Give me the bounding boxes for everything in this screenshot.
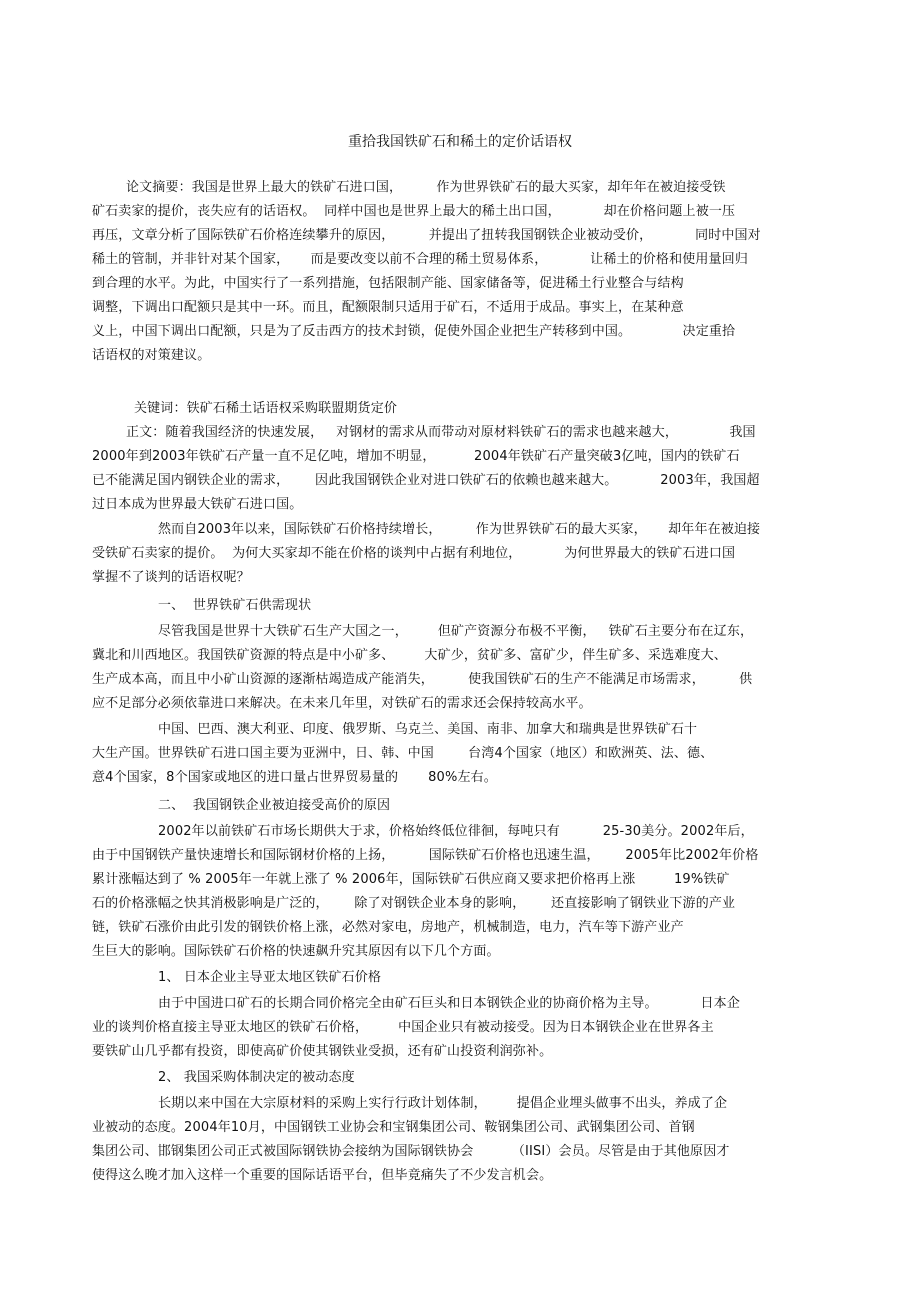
text-line: 然而自2003年以来，国际铁矿石价格持续增长， 作为世界铁矿石的最大买家， 却年年在被迫接 <box>158 522 761 537</box>
text-line: 大生产国。世界铁矿石进口国主要为亚洲中，日、韩、中国 台湾4个国家（地区）和欧洲英、法、德、 <box>92 746 714 761</box>
text-line: 业被动的态度。2004年10月，中国钢铁工业协会和宝钢集团公司、鞍钢集团公司、武钢集团公司、首钢 <box>92 1120 695 1135</box>
text-line: 受铁矿石卖家的提价。 为何大买家却不能在价格的谈判中占据有利地位， 为何世界最大的铁矿石进口国 <box>92 546 736 561</box>
text-line: 调整，下调出口配额只是其中一环。而且，配额限制只适用于矿石，不适用于成品。事实上，在某种意 <box>92 300 684 315</box>
text-line: 中国、巴西、澳大利亚、印度、俄罗斯、乌克兰、美国、南非、加拿大和瑞典是世界铁矿石十 <box>158 722 698 737</box>
text-line: 正文：随着我国经济的快速发展， 对钢材的需求从而带动对原材料铁矿石的需求也越来越大， 我国 <box>126 425 756 440</box>
text-line: 关键词：铁矿石稀土话语权采购联盟期货定价 <box>134 401 398 416</box>
text-line: 应不足部分必须依靠进口来解决。在未来几年里，对铁矿石的需求还会保持较高水平。 <box>92 696 592 711</box>
text-line: 石的价格涨幅之快其消极影响是广泛的， 除了对钢铁企业本身的影响， 还直接影响了钢铁业下游的产业 <box>92 896 736 911</box>
text-line: 二、 我国钢铁企业被迫接受高价的原因 <box>158 798 391 813</box>
text-line: 冀北和川西地区。我国铁矿资源的特点是中小矿多、 大矿少，贫矿多、富矿少，伴生矿多、采选难度大、 <box>92 648 727 663</box>
text-line: 生产成本高，而且中小矿山资源的逐渐枯竭造成产能消失， 使我国铁矿石的生产不能满足市场需求， 供 <box>92 672 753 687</box>
document-title: 重拾我国铁矿石和稀土的定价话语权 <box>348 134 572 150</box>
text-line: 业的谈判价格直接主导亚太地区的铁矿石价格， 中国企业只有被动接受。因为日本钢铁企业在世界各主 <box>92 1020 714 1035</box>
text-line: 使得这么晚才加入这样一个重要的国际话语平台，但毕竟痛失了不少发言机会。 <box>92 1168 553 1183</box>
text-line: 掌握不了谈判的话语权呢？ <box>92 570 250 585</box>
text-line: 再压，文章分析了国际铁矿石价格连续攀升的原因， 并提出了扭转我国钢铁企业被动受价， 同时中国对 <box>92 228 761 243</box>
text-line: 2002年以前铁矿石市场长期供大于求，价格始终低位徘徊，每吨只有 25-30美分。2002年后， <box>158 824 754 839</box>
text-line: 由于中国钢铁产量快速增长和国际钢材价格的上扬， 国际铁矿石价格也迅速生温， 2005年比2002年价格 <box>92 848 759 863</box>
text-line: 意4个国家，8个国家或地区的进口量占世界贸易量的 80%左右。 <box>92 770 497 785</box>
text-line: 话语权的对策建议。 <box>92 348 211 363</box>
text-line: 论文摘要：我国是世界上最大的铁矿石进口国， 作为世界铁矿石的最大买家，却年年在被迫接受铁 <box>126 180 726 195</box>
text-line: 长期以来中国在大宗原材料的采购上实行行政计划体制， 提倡企业埋头做事不出头，养成了企 <box>158 1096 728 1111</box>
text-line: 链，铁矿石涨价由此引发的钢铁价格上涨，必然对家电，房地产，机械制造，电力，汽车等下游产业产 <box>92 920 684 935</box>
text-line: 一、 世界铁矿石供需现状 <box>158 598 312 613</box>
text-line: 稀土的管制，并非针对某个国家， 而是要改变以前不合理的稀土贸易体系， 让稀土的价格和使用量回归 <box>92 252 748 267</box>
text-line: 义上，中国下调出口配额，只是为了反击西方的技术封锁，促使外国企业把生产转移到中国。 决定重拾 <box>92 324 736 339</box>
text-line: 要铁矿山几乎都有投资，即使高矿价使其钢铁业受损，还有矿山投资利润弥补。 <box>92 1044 553 1059</box>
text-line: 生巨大的影响。国际铁矿石价格的快速飙升究其原因有以下几个方面。 <box>92 944 500 959</box>
text-line: 到合理的水平。为此，中国实行了一系列措施，包括限制产能、国家储备等，促进稀土行业整合与结构 <box>92 276 684 291</box>
text-line: 尽管我国是世界十大铁矿石生产大国之一， 但矿产资源分布极不平衡， 铁矿石主要分布在辽东， <box>158 624 754 639</box>
text-line: 矿石卖家的提价，丧失应有的话语权。 同样中国也是世界上最大的稀土出口国， 却在价格问题上被一压 <box>92 204 736 219</box>
text-line: 累计涨幅达到了 % 2005年一年就上涨了 % 2006年，国际铁矿石供应商又要求把价格再上涨 19%铁矿 <box>92 872 730 887</box>
text-line: 已不能满足国内钢铁企业的需求， 因此我国钢铁企业对进口铁矿石的依赖也越来越大。 2003年，我国超 <box>92 473 760 488</box>
text-line: 2000年到2003年铁矿石产量一直不足亿吨，增加不明显， 2004年铁矿石产量突破3亿吨，国内的铁矿石 <box>92 449 740 464</box>
text-line: 由于中国进口矿石的长期合同价格完全由矿石巨头和日本钢铁企业的协商价格为主导。 日本企 <box>158 996 740 1011</box>
text-line: 过日本成为世界最大铁矿石进口国。 <box>92 497 303 512</box>
text-line: 2、 我国采购体制决定的被动态度 <box>158 1070 355 1085</box>
text-line: 1、 日本企业主导亚太地区铁矿石价格 <box>158 970 382 985</box>
text-line: 集团公司、邯钢集团公司正式被国际钢铁协会接纳为国际钢铁协会 （IISI）会员。尽管是由于其他原因才 <box>92 1144 730 1159</box>
